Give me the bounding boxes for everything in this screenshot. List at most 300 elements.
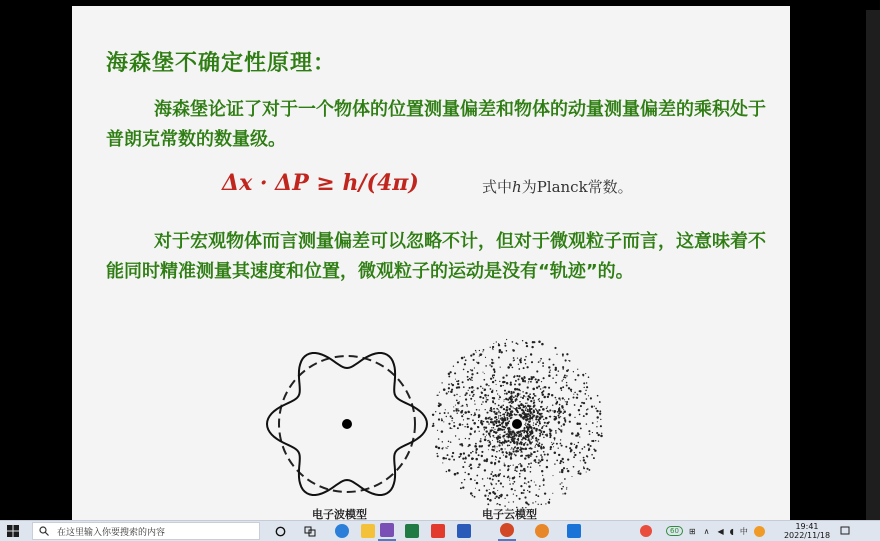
cloud-dot [481, 455, 483, 457]
cloud-dot [523, 395, 525, 397]
cloud-dot [600, 419, 601, 420]
cloud-dot [505, 412, 506, 413]
cloud-dot [577, 374, 579, 376]
cloud-dot [476, 362, 477, 363]
battery-indicator[interactable] [666, 526, 683, 536]
cloud-dot [546, 435, 548, 437]
excel-button[interactable] [404, 521, 420, 541]
cloud-dot [473, 394, 475, 396]
cloud-dot [509, 451, 511, 453]
cloud-dot [510, 383, 512, 385]
cloud-dot [558, 421, 561, 424]
cloud-dot [451, 417, 453, 419]
cloud-dot [475, 452, 477, 454]
cloud-dot [492, 349, 493, 350]
cloud-dot [522, 378, 524, 380]
cloud-dot [561, 390, 562, 391]
excel-icon [405, 524, 419, 538]
cloud-dot [438, 447, 441, 450]
cloud-dot [525, 356, 527, 358]
cloud-dot [510, 406, 511, 407]
cloud-dot [487, 440, 488, 441]
cloud-dot [533, 425, 534, 426]
cloud-dot [453, 459, 455, 461]
right-edge-bar [866, 10, 880, 520]
cloud-dot [549, 432, 551, 434]
cloud-dot [498, 444, 500, 446]
cloud-dot [596, 432, 598, 434]
chevron-up-icon[interactable]: ∧ [703, 526, 710, 536]
cloud-dot [511, 432, 513, 434]
cloud-dot [522, 437, 523, 438]
cloud-dot [586, 409, 587, 410]
cloud-dot [490, 473, 492, 475]
cloud-dot [493, 487, 495, 489]
note-prefix: 式中 [482, 178, 513, 196]
cloud-dot [549, 436, 551, 438]
cloud-dot [465, 457, 467, 459]
cloud-dot [517, 396, 519, 398]
cloud-dot [524, 457, 526, 459]
cloud-dot [470, 433, 471, 434]
cloud-dot [524, 482, 526, 484]
cloud-dot [472, 419, 474, 421]
cloud-dot [571, 391, 572, 392]
cloud-dot [575, 446, 577, 448]
figure1-caption: 电子波模型 [312, 508, 367, 520]
cloud-dot [475, 350, 476, 351]
cloud-dot [498, 480, 500, 482]
cloud-dot [553, 437, 555, 439]
cloud-dot [525, 409, 527, 411]
cloud-dot [534, 415, 535, 416]
ime-indicator[interactable]: 中 [739, 526, 748, 536]
cloud-dot [474, 430, 476, 432]
cloud-dot [496, 390, 497, 391]
cloud-dot [479, 445, 481, 447]
cloud-dot [527, 409, 528, 410]
cloud-dot [506, 350, 508, 352]
cloud-dot [513, 359, 515, 361]
cloud-dot [600, 435, 603, 438]
cloud-dot [566, 385, 568, 387]
wps-button[interactable] [430, 521, 446, 541]
cloud-dot [489, 441, 491, 443]
cloud-dot [500, 385, 502, 387]
cloud-dot [479, 409, 480, 410]
cloud-dot [552, 410, 553, 411]
cloud-dot [478, 416, 480, 418]
cloud-dot [599, 412, 601, 414]
network-icon[interactable]: ⊞ [688, 526, 696, 536]
cloud-dot [505, 424, 507, 426]
search-input[interactable] [32, 522, 260, 540]
cloud-dot [524, 477, 526, 479]
cloud-dot [522, 391, 523, 392]
cloud-dot [482, 478, 484, 480]
cloud-dot [543, 377, 545, 379]
cloud-dot [458, 410, 460, 412]
cloud-dot [530, 466, 532, 468]
cloud-dot [562, 386, 564, 388]
cloud-dot [453, 425, 455, 427]
cloud-dot [528, 463, 530, 465]
cloud-dot [461, 445, 463, 447]
cloud-dot [539, 460, 541, 462]
cloud-dot [437, 455, 439, 457]
cloud-dot [558, 370, 560, 372]
cloud-dot [500, 448, 503, 451]
cloud-dot [581, 402, 583, 404]
cloud-dot [513, 501, 514, 502]
cloud-dot [583, 459, 585, 461]
cloud-dot [493, 343, 494, 344]
cloud-dot [450, 415, 452, 417]
cloud-dot [549, 499, 550, 500]
cloud-dot [456, 412, 457, 413]
cloud-dot [516, 470, 518, 472]
cloud-dot [505, 455, 508, 458]
cloud-dot [517, 393, 520, 396]
cloud-dot [516, 414, 517, 415]
cloud-dot [543, 425, 544, 426]
cloud-dot [537, 412, 539, 414]
cloud-dot [561, 482, 562, 483]
cloud-dot [508, 465, 509, 466]
cloud-dot [503, 401, 504, 402]
cloud-dot [488, 449, 489, 450]
paragraph-macro-micro [106, 227, 766, 287]
cloud-dot [464, 363, 466, 365]
tray-app-icon[interactable] [640, 525, 652, 537]
cloud-dot [472, 353, 474, 355]
cloud-dot [498, 399, 499, 400]
cloud-dot [541, 413, 543, 415]
cloud-dot [488, 495, 489, 496]
cloud-dot [486, 460, 488, 462]
cloud-dot [570, 389, 572, 391]
cloud-dot [505, 427, 507, 429]
cloud-dot [510, 414, 513, 417]
cloud-dot [579, 436, 580, 437]
clock-date: 2022/11/18 [783, 531, 831, 540]
cloud-dot [519, 414, 521, 416]
cloud-dot [522, 470, 524, 472]
cloud-dot [520, 357, 522, 359]
cloud-dot [454, 473, 457, 476]
cloud-dot [520, 485, 522, 487]
cloud-dot [484, 388, 486, 390]
cloud-dot [516, 467, 518, 469]
cloud-dot [508, 502, 509, 503]
cloud-dot [539, 400, 540, 401]
cloud-dot [485, 357, 486, 358]
cloud-dot [471, 414, 472, 415]
word-button[interactable] [456, 521, 472, 541]
cloud-dot [498, 405, 500, 407]
cloud-dot [561, 445, 563, 447]
cloud-dot [497, 446, 498, 447]
cloud-dot [467, 405, 468, 406]
cloud-dot [464, 426, 465, 427]
tray-app2-icon[interactable] [754, 526, 765, 537]
cloud-dot [563, 423, 566, 426]
cloud-dot [579, 452, 581, 454]
cloud-dot [549, 409, 551, 411]
cloud-dot [578, 473, 580, 475]
cloud-dot [539, 489, 540, 490]
cloud-dot [516, 409, 517, 410]
cloud-dot [533, 404, 535, 406]
cloud-dot [506, 393, 508, 395]
cloud-dot [514, 433, 516, 435]
cloud-dot [522, 340, 523, 341]
cloud-dot [513, 407, 514, 408]
cloud-dot [448, 387, 450, 389]
cloud-dot [538, 439, 540, 441]
cloud-dot [493, 423, 496, 426]
mail-button[interactable] [566, 521, 582, 541]
cloud-dot [520, 393, 521, 394]
cloud-dot [573, 466, 575, 468]
cloud-dot [517, 447, 519, 449]
cloud-dot [528, 383, 529, 384]
cloud-dot [594, 406, 595, 407]
cloud-dot [511, 395, 513, 397]
cloud-dot [526, 483, 527, 484]
cloud-dot [541, 406, 543, 408]
notification-button[interactable] [838, 521, 852, 541]
cloud-dot [438, 395, 439, 396]
clock[interactable] [782, 522, 832, 540]
cloud-dot [584, 462, 585, 463]
cloud-dot [459, 439, 460, 440]
cloud-dot [518, 464, 519, 465]
cloud-dot [533, 376, 535, 378]
paint-button[interactable] [534, 521, 550, 541]
cloud-dot [530, 448, 532, 450]
cloud-dot [540, 360, 541, 361]
cloud-dot [583, 466, 584, 467]
cloud-dot [520, 361, 522, 363]
cloud-dot [538, 462, 540, 464]
cloud-dot [514, 437, 516, 439]
cloud-dot [484, 439, 487, 442]
cloud-dot [515, 395, 517, 397]
cloud-dot [444, 412, 446, 414]
cloud-dot [570, 449, 573, 452]
cloud-dot [524, 376, 525, 377]
search-icon [39, 526, 49, 536]
cloud-dot [569, 421, 571, 423]
cloud-dot [528, 381, 529, 382]
cloud-dot [507, 436, 510, 439]
cloud-dot [509, 408, 511, 410]
cloud-dot [502, 377, 504, 379]
cloud-dot [499, 457, 501, 459]
cloud-dot [589, 433, 591, 435]
task-view-button[interactable] [302, 521, 318, 541]
cloud-dot [523, 405, 525, 407]
cloud-dot [503, 419, 505, 421]
cloud-dot [515, 400, 516, 401]
cloud-dot [583, 457, 585, 459]
volume-icon[interactable]: ◀ [717, 526, 724, 536]
paragraph1-text: 海森堡论证了对于一个物体的位置测量偏差和物体的动量测量偏差的乘积处于普朗克常数的数量级。 [106, 99, 766, 150]
cloud-dot [491, 362, 494, 365]
cloud-dot [524, 424, 525, 425]
cloud-dot [519, 473, 521, 475]
cloud-dot [554, 439, 555, 440]
cloud-dot [519, 463, 521, 465]
cloud-dot [503, 408, 505, 410]
cloud-dot [502, 421, 504, 423]
start-button[interactable] [4, 521, 22, 541]
cloud-dot [588, 450, 590, 452]
cortana-button[interactable] [272, 521, 288, 541]
cloud-dot [517, 450, 519, 452]
cloud-dot [558, 448, 559, 449]
cloud-dot [529, 455, 531, 457]
cloud-dot [520, 447, 521, 448]
cloud-dot [514, 413, 516, 415]
cloud-dot [530, 400, 532, 402]
cloud-dot [542, 408, 544, 410]
cloud-dot [508, 427, 510, 429]
cloud-dot [490, 431, 492, 433]
cloud-dot [511, 447, 512, 448]
store-button[interactable] [378, 521, 396, 541]
cloud-dot [541, 430, 542, 431]
cloud-dot [457, 383, 459, 385]
cloud-dot [491, 429, 493, 431]
cloud-dot [563, 412, 565, 414]
formula-note [482, 176, 633, 197]
cloud-dot [580, 427, 582, 429]
speaker-icon[interactable]: ◖ [729, 526, 734, 536]
cloud-dot [498, 460, 500, 462]
clock-time: 19:41 [795, 522, 819, 531]
cloud-dot [505, 398, 507, 400]
cloud-dot [550, 370, 551, 371]
cloud-dot [576, 422, 579, 425]
cloud-dot [493, 445, 495, 447]
cloud-dot [538, 425, 539, 426]
cloud-dot [463, 369, 465, 371]
cloud-dot [521, 492, 523, 494]
cloud-dot [593, 457, 595, 459]
cloud-dot [441, 418, 442, 419]
cloud-dot [492, 435, 494, 437]
cloud-dot [516, 442, 518, 444]
cloud-dot [523, 367, 525, 369]
cloud-dot [548, 393, 551, 396]
cloud-dot [546, 422, 549, 425]
cloud-dot [536, 370, 538, 372]
cloud-dot [456, 387, 458, 389]
cloud-dot [561, 461, 563, 463]
cloud-dot [499, 395, 500, 396]
uncertainty-formula: Δx · ΔP ≥ h/(4π) [222, 170, 419, 196]
cloud-dot [448, 391, 449, 392]
cloud-dot [596, 410, 598, 412]
cloud-dot [527, 455, 529, 457]
cloud-dot [507, 433, 508, 434]
cloud-dot [476, 372, 478, 374]
cloud-dot [527, 405, 529, 407]
cloud-dot [569, 447, 571, 449]
cloud-dot [508, 391, 511, 394]
cloud-dot [526, 345, 528, 347]
cloud-dot [556, 354, 557, 355]
cloud-dot [479, 396, 481, 398]
cloud-dot [528, 481, 530, 483]
cloud-dot [472, 458, 473, 459]
cloud-dot [595, 408, 597, 410]
cloud-dot [455, 379, 456, 380]
cloud-dot [496, 408, 498, 410]
cloud-dot [486, 383, 488, 385]
cloud-dot [530, 453, 532, 455]
cloud-dot [538, 399, 539, 400]
cloud-dot [529, 416, 531, 418]
cloud-dot [561, 469, 564, 472]
cloud-dot [496, 495, 498, 497]
cloud-dot [520, 464, 522, 466]
cloud-dot [490, 418, 492, 420]
cloud-dot [490, 429, 491, 430]
cloud-dot [525, 419, 527, 421]
cloud-dot [574, 392, 576, 394]
cloud-dot [489, 489, 490, 490]
file-explorer-icon [361, 524, 375, 538]
cloud-dot [544, 492, 546, 494]
cloud-dot [460, 453, 463, 456]
cloud-dot [541, 343, 544, 346]
cloud-dot [528, 426, 530, 428]
file-explorer-button[interactable] [360, 521, 376, 541]
cloud-dot [599, 410, 601, 412]
cloud-dot [586, 468, 588, 470]
cloud-dot [525, 442, 526, 443]
cloud-dot [522, 412, 524, 414]
cloud-dot [496, 451, 498, 453]
cloud-dot [498, 415, 499, 416]
cloud-dot [471, 391, 474, 394]
powerpoint-button[interactable] [498, 521, 516, 541]
cloud-dot [479, 440, 481, 442]
cloud-dot [514, 469, 516, 471]
cloud-dot [566, 370, 568, 372]
cloud-dot [541, 431, 543, 433]
cloud-dot [442, 457, 445, 460]
cloud-dot [463, 452, 465, 454]
cloud-dot [489, 434, 491, 436]
cloud-dot [548, 387, 550, 389]
cloud-dot [492, 346, 494, 348]
cloud-dot [535, 418, 537, 420]
cloud-dot [490, 436, 492, 438]
cloud-dot [542, 387, 543, 388]
cloud-dot [555, 397, 557, 399]
cloud-dot [441, 382, 442, 383]
cloud-dot [501, 426, 503, 428]
cloud-dot [519, 498, 521, 500]
cloud-dot [531, 480, 533, 482]
edge-button[interactable] [334, 521, 350, 541]
cloud-dot [467, 423, 469, 425]
cloud-dot [484, 495, 486, 497]
